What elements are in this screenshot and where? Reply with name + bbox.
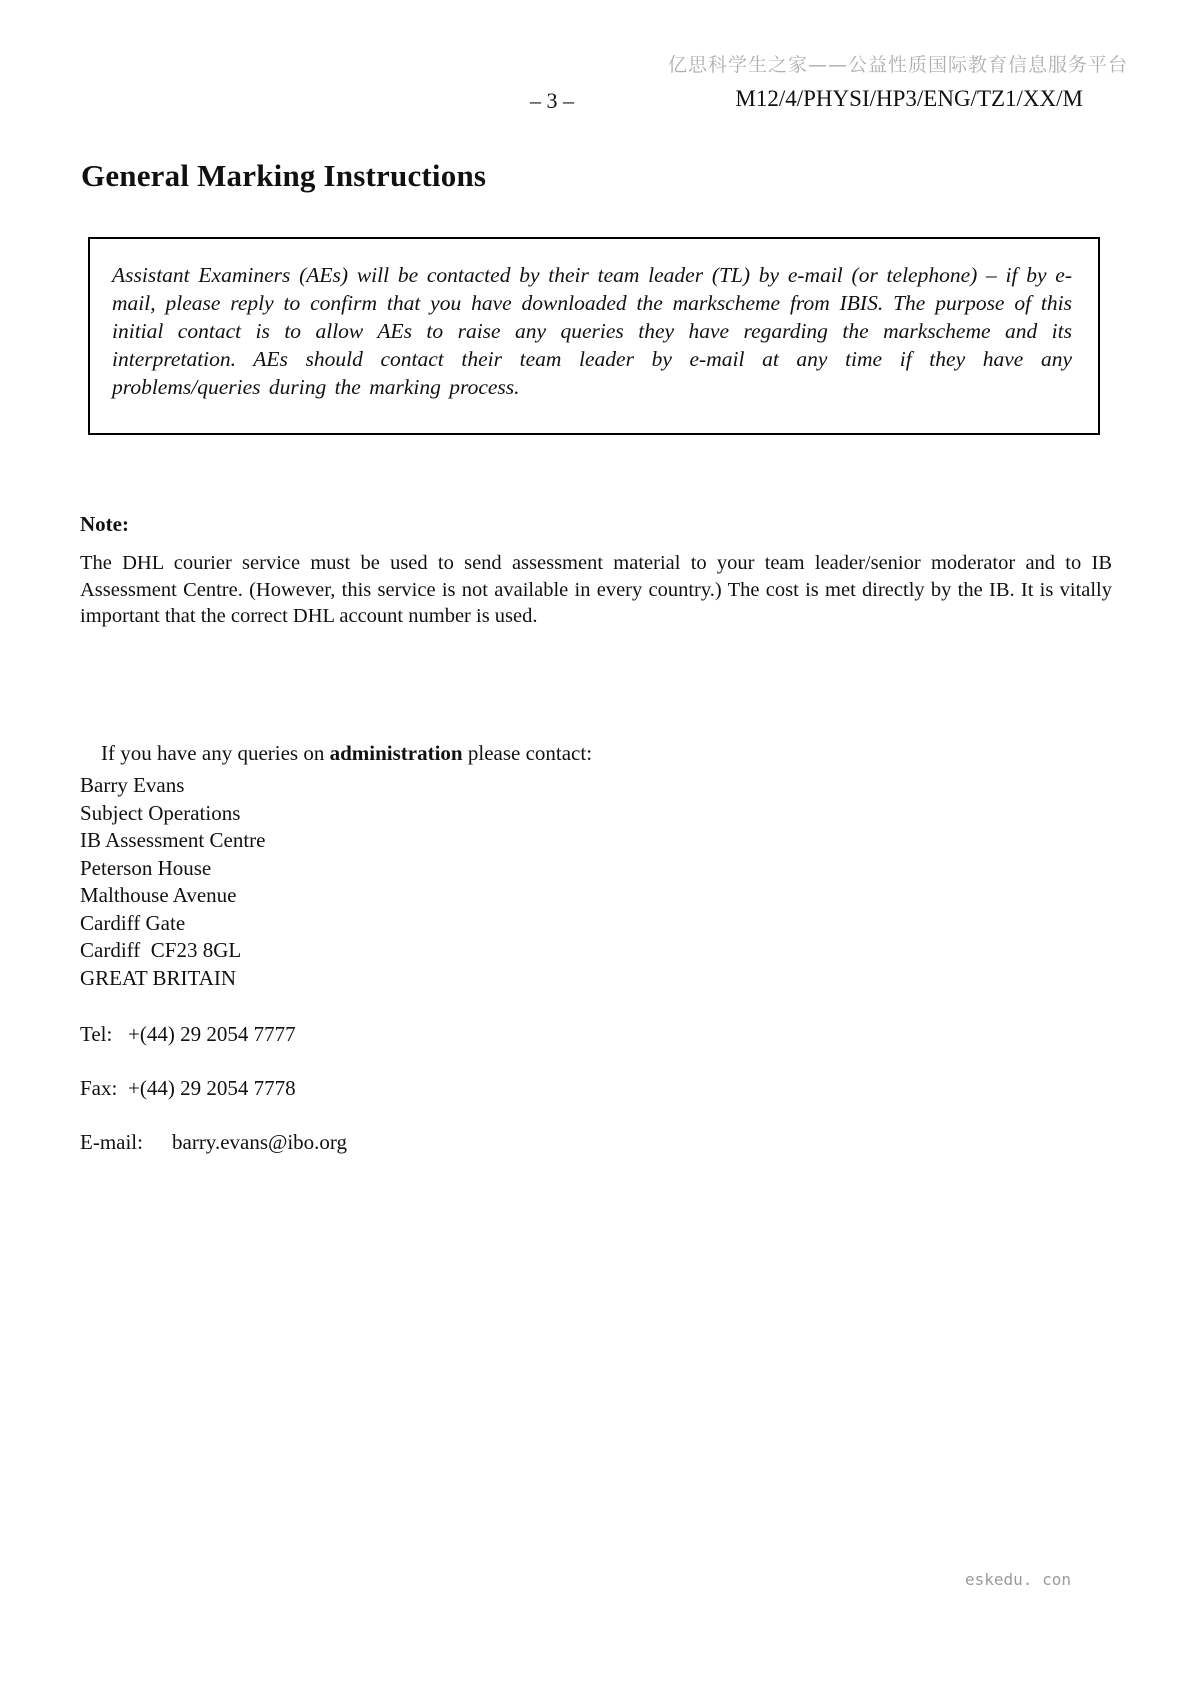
queries-administration-bold: administration bbox=[329, 741, 463, 765]
instructions-box-text: Assistant Examiners (AEs) will be contacted by their team leader (TL) by e-mail (or telephone) – if by e-mail, please reply to confirm that you have downloaded the markscheme from IBIS. The purpose of this initial contact is to allow AEs to raise any queries they have regarding the markscheme and its interpretation. AEs should contact their team leader by e-mail at any time if they have any problems/queries during the marking process. bbox=[112, 263, 1072, 399]
document-code: M12/4/PHYSI/HP3/ENG/TZ1/XX/M bbox=[735, 86, 1083, 111]
page-number: – 3 – bbox=[530, 88, 574, 113]
queries-suffix: please contact: bbox=[462, 741, 593, 765]
footer-watermark: eskedu. con bbox=[965, 1570, 1071, 1589]
queries-prefix: If you have any queries on bbox=[101, 741, 330, 765]
address-line-house: Peterson House bbox=[80, 855, 212, 880]
tel-label: Tel: bbox=[80, 1022, 113, 1046]
note-label: Note: bbox=[80, 512, 129, 536]
fax-value: +(44) 29 2054 7778 bbox=[128, 1076, 296, 1100]
tel-line bbox=[80, 1022, 296, 1047]
address-line-avenue: Malthouse Avenue bbox=[80, 883, 237, 907]
address-line-centre: IB Assessment Centre bbox=[80, 828, 266, 852]
address-line-department: Subject Operations bbox=[80, 800, 241, 825]
email-line bbox=[80, 1130, 347, 1155]
fax-line bbox=[80, 1076, 296, 1101]
email-label: E-mail: bbox=[80, 1130, 143, 1154]
contact-address-block bbox=[80, 772, 265, 992]
address-line-gate: Cardiff Gate bbox=[80, 910, 186, 935]
address-line-name: Barry Evans bbox=[80, 773, 185, 797]
address-line-country: GREAT BRITAIN bbox=[80, 965, 237, 990]
address-line-city-postcode: Cardiff CF23 8GL bbox=[80, 938, 242, 962]
chinese-watermark: 亿思科学生之家——公益性质国际教育信息服务平台 bbox=[668, 54, 1129, 76]
fax-label: Fax: bbox=[80, 1076, 118, 1100]
email-value: barry.evans@ibo.org bbox=[172, 1130, 348, 1154]
instructions-box bbox=[88, 237, 1100, 435]
note-text: The DHL courier service must be used to send assessment material to your team leader/senior moderator and to IB Assessment Centre. (However, this service is not available in every country.) The cost is met directly by the IB. It is vitally important that the correct DHL account number is used. bbox=[80, 552, 1112, 627]
page-title: General Marking Instructions bbox=[81, 158, 487, 193]
tel-value: +(44) 29 2054 7777 bbox=[128, 1022, 296, 1046]
